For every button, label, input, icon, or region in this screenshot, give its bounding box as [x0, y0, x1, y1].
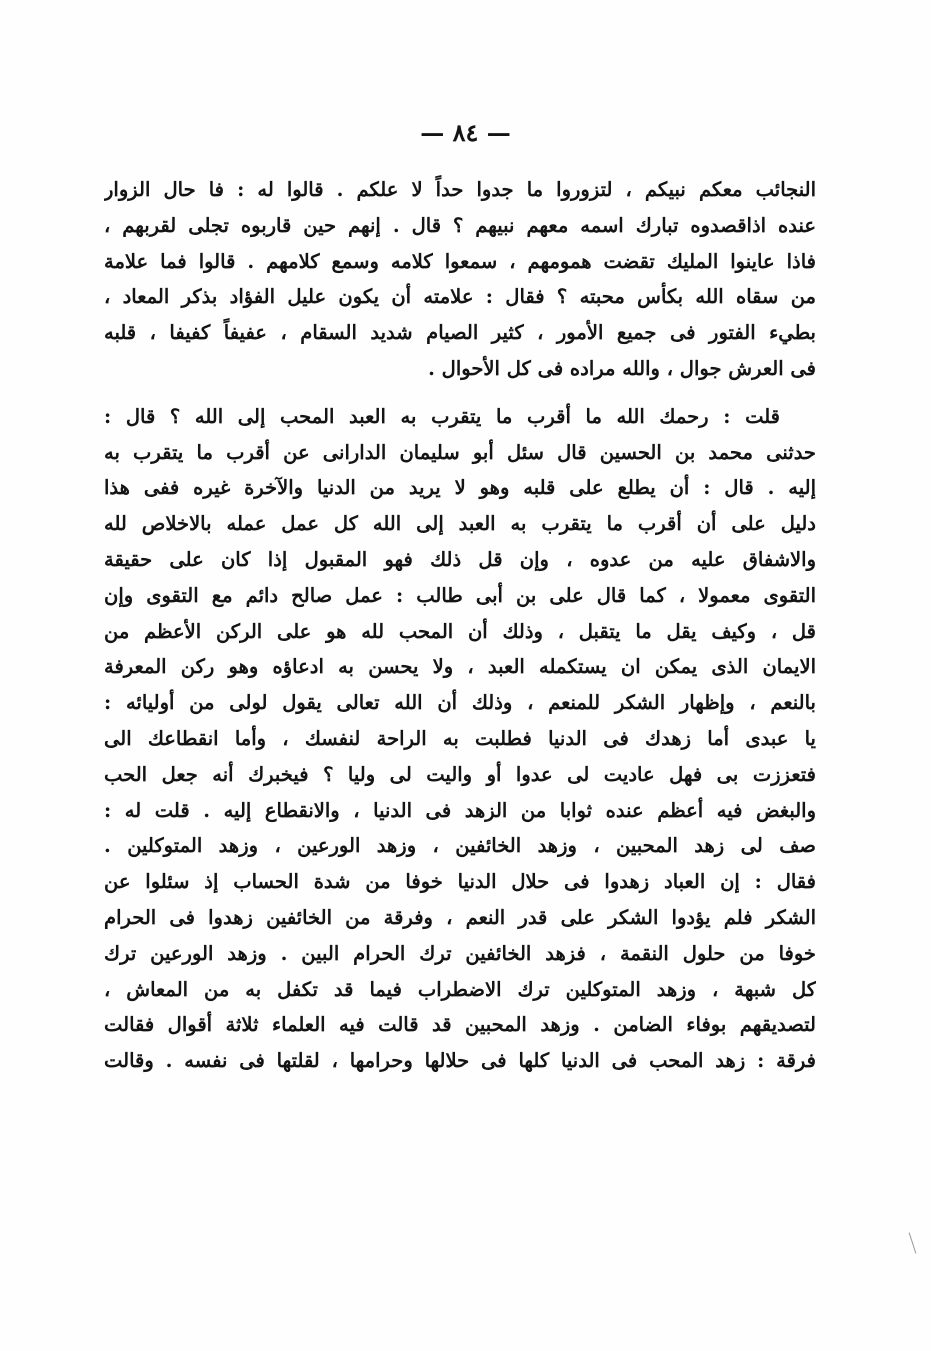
- text-line: الشكر فلم يؤدوا الشكر على قدر النعم ، وفرقة من الخائفين زهدوا فى الحرام: [104, 905, 816, 929]
- scan-mark: [909, 1232, 917, 1253]
- text-line: فرقة : زهد المحب فى الدنيا كلها فى حلالها وحرامها ، لقلتها فى نفسه . وقالت: [104, 1049, 816, 1073]
- text-line: عنده اذاقصدوه تبارك اسمه معهم نبيهم ؟ قال . إنهم حين قاربوه تجلى لقربهم ،: [104, 213, 816, 237]
- text-line: والاشفاق عليه من عدوه ، وإن قل ذلك فهو المقبول إذا كان على حقيقة: [104, 547, 816, 571]
- text-line: يا عبدى أما زهدك فى الدنيا فطلبت به الراحة لنفسك ، وأما انقطاعك الى: [104, 726, 816, 750]
- text-line: من سقاه الله بكأس محبته ؟ فقال : علامته أن يكون عليل الفؤاد بذكر المعاد ،: [104, 285, 816, 309]
- text-line: قلت : رحمك الله ما أقرب ما يتقرب به العبد المحب إلى الله ؟ قال :: [104, 404, 780, 428]
- text-line: خوفا من حلول النقمة ، فزهد الخائفين ترك الحرام البين . وزهد الورعين ترك: [104, 941, 816, 965]
- page-number: — ٨٤ —: [420, 118, 511, 147]
- text-line: إليه . قال : أن يطلع على قلبه وهو لا يريد من الدنيا والآخرة غيره ففى هذا: [104, 476, 816, 500]
- text-line: حدثنى محمد بن الحسين قال سئل أبو سليمان الدارانى عن أقرب ما يتقرب به: [104, 440, 816, 464]
- text-line: التقوى معمولا ، كما قال على بن أبى طالب : عمل صالح دائم مع التقوى وإن: [104, 583, 816, 607]
- text-line: دليل على أن أقرب ما يتقرب به العبد إلى الله كل عمل عمله بالاخلاص لله: [104, 512, 816, 536]
- text-line: بطيء الفتور فى جميع الأمور ، كثير الصيام شديد السقام ، عفيفاً كفيفا ، قلبه: [104, 321, 816, 345]
- text-line: والبغض فيه أعظم عنده ثوابا من الزهد فى الدنيا ، والانقطاع إليه . قلت له :: [104, 798, 816, 822]
- text-line: فقال : إن العباد زهدوا فى حلال الدنيا خوفا من شدة الحساب إذ سئلوا عن: [104, 870, 816, 894]
- text-line: فى العرش جوال ، والله مراده فى كل الأحوال .: [428, 356, 816, 380]
- text-line: فاذا عاينوا المليك تقضت همومهم ، سمعوا كلامه وسمع كلامهم . قالوا فما علامة: [104, 249, 816, 273]
- text-line: قل ، وكيف يقل ما يتقبل ، وذلك أن المحب لله هو على الركن الأعظم من: [104, 619, 816, 643]
- text-line: الايمان الذى يمكن ان يستكمله العبد ، ولا يحسن به ادعاؤه وهو ركن المعرفة: [104, 655, 816, 679]
- text-line: صف لى زهد المحبين ، وزهد الخائفين ، وزهد الورعين ، وزهد المتوكلين .: [104, 834, 816, 858]
- text-line: فتعززت بى فهل عاديت لى عدوا أو واليت لى وليا ؟ فيخبرك أنه جعل الحب: [104, 762, 816, 786]
- text-line: كل شبهة ، وزهد المتوكلين ترك الاضطراب فيما قد تكفل به من المعاش ،: [104, 977, 816, 1001]
- text-line: بالنعم ، وإظهار الشكر للمنعم ، وذلك أن الله تعالى يقول لولى من أوليائه :: [104, 691, 816, 715]
- body-text: [104, 172, 816, 1079]
- text-line: لتصديقهم بوفاء الضامن . وزهد المحبين قد قالت فيه العلماء ثلاثة أقوال فقالت: [104, 1013, 816, 1037]
- text-line: النجائب معكم نبيكم ، لتزوروا ما جدوا حداً لا علكم . قالوا له : فا حال الزوار: [104, 178, 816, 201]
